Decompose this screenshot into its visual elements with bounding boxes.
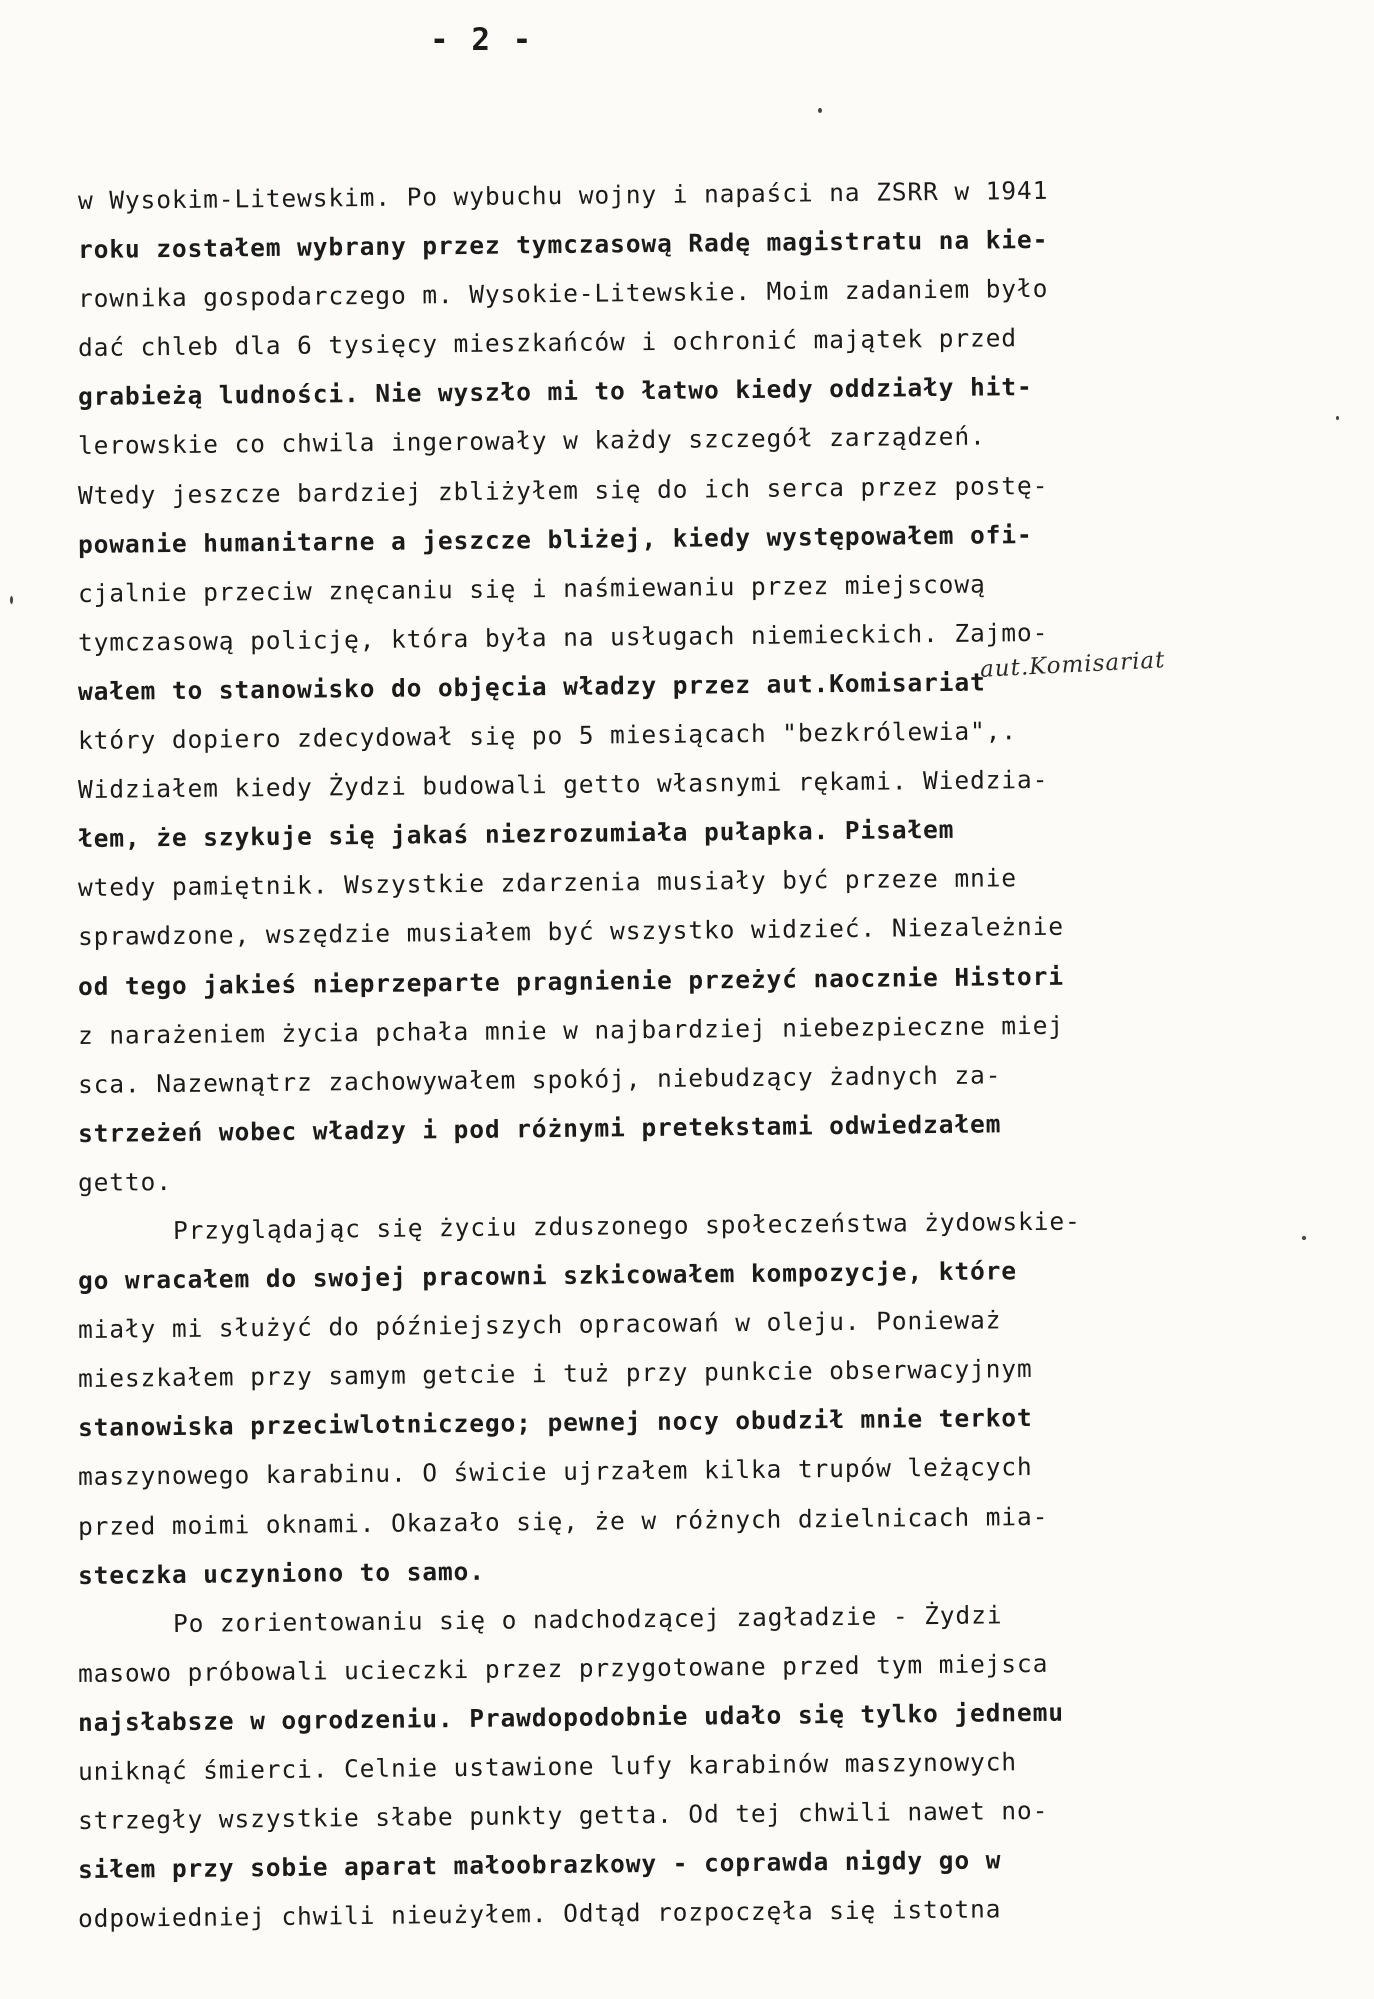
text-line: maszynowego karabinu. O świcie ujrzałem kilka trupów leżących xyxy=(77,1452,1033,1492)
text-line: getto. xyxy=(77,1166,173,1197)
ink-speck xyxy=(1302,1236,1306,1240)
text-line: cjalnie przeciw znęcaniu się i naśmiewaniu przez miejscową xyxy=(77,569,986,608)
text-line: łem, że szykuje się jakaś niezrozumiała pułapka. Pisałem xyxy=(77,815,955,854)
text-line: mieszkałem przy samym getcie i tuż przy punkcie obserwacyjnym xyxy=(77,1354,1033,1394)
text-line: sprawdzone, wszędzie musiałem być wszystko widzieć. Niezależnie xyxy=(77,912,1065,952)
text-line: Po zorientowaniu się o nadchodzącej zagładzie - Żydzi xyxy=(172,1600,1003,1638)
text-line: w Wysokim-Litewskim. Po wybuchu wojny i napaści na ZSRR w 1941 xyxy=(77,175,1049,215)
text-line: odpowiedniej chwili nieużyłem. Odtąd rozpoczęła się istotna xyxy=(77,1894,1002,1934)
text-line: dać chleb dla 6 tysięcy mieszkańców i ochronić majątek przed xyxy=(77,323,1018,363)
handwritten-annotation: aut.Komisariat xyxy=(979,647,1167,683)
text-line: wtedy pamiętnik. Wszystkie zdarzenia musiały być przeze mnie xyxy=(77,863,1018,903)
text-line: Przyglądając się życiu zduszonego społeczeństwa żydowskie- xyxy=(172,1206,1081,1245)
text-line: powanie humanitarne a jeszcze bliżej, kiedy występowałem ofi- xyxy=(77,519,1033,559)
text-line: roku zostałem wybrany przez tymczasową Radę magistratu na kie- xyxy=(77,224,1049,265)
text-line: stanowiska przeciwlotniczego; pewnej nocy obudził mnie terkot xyxy=(77,1403,1033,1443)
text-line: lerowskie co chwila ingerowały w każdy szczegół zarządzeń. xyxy=(77,421,986,461)
text-line: steczka uczyniono to samo. xyxy=(77,1556,486,1590)
ink-speck xyxy=(818,108,822,113)
text-line: sca. Nazewnątrz zachowywałem spokój, niebudzący żadnych za- xyxy=(77,1060,1002,1099)
typed-text-body xyxy=(78,176,1328,1943)
text-line: przed moimi oknami. Okazało się, że w różnych dzielnicach mia- xyxy=(77,1501,1049,1541)
text-line: który dopiero zdecydował się po 5 miesiącach "bezkrólewia",. xyxy=(77,716,1018,756)
text-line: Wtedy jeszcze bardziej zbliżyłem się do ich serca przez postę- xyxy=(77,470,1049,510)
ink-speck xyxy=(1336,416,1339,420)
text-line: go wracałem do swojej pracowni szkicowałem kompozycje, które xyxy=(77,1256,1018,1296)
text-line: uniknąć śmierci. Celnie ustawione lufy karabinów maszynowych xyxy=(77,1747,1018,1786)
text-line: od tego jakieś nieprzeparte pragnienie przeżyć naocznie Histori xyxy=(77,961,1065,1001)
text-line: strzegły wszystkie słabe punkty getta. Od tej chwili nawet no- xyxy=(77,1795,1049,1836)
text-line: tymczasową policję, która była na usługach niemieckich. Zajmo- xyxy=(77,617,1049,657)
text-line: miały mi służyć do późniejszych opracowań w oleju. Ponieważ xyxy=(77,1305,1002,1345)
text-line: rownika gospodarczego m. Wysokie-Litewskie. Moim zadaniem było xyxy=(77,274,1049,314)
text-line: siłem przy sobie aparat małoobrazkowy - coprawda nigdy go w xyxy=(77,1845,1002,1885)
text-line: z narażeniem życia pchała mnie w najbardziej niebezpieczne miej xyxy=(77,1010,1065,1050)
text-line: grabieżą ludności. Nie wyszło mi to łatwo kiedy oddziały hit- xyxy=(77,372,1033,412)
text-line: Widziałem kiedy Żydzi budowali getto własnymi rękami. Wiedzia- xyxy=(77,764,1049,805)
text-line: najsłabsze w ogrodzeniu. Prawdopodobnie udało się tylko jednemu xyxy=(77,1697,1065,1737)
text-line: strzeżeń wobec władzy i pod różnymi pretekstami odwiedzałem xyxy=(77,1109,1002,1148)
text-line: masowo próbowali ucieczki przez przygotowane przed tym miejsca xyxy=(77,1648,1049,1688)
page-number: - 2 - xyxy=(430,22,534,58)
text-line: wałem to stanowisko do objęcia władzy przez aut.Komisariat xyxy=(77,667,986,706)
ink-speck xyxy=(10,596,13,604)
